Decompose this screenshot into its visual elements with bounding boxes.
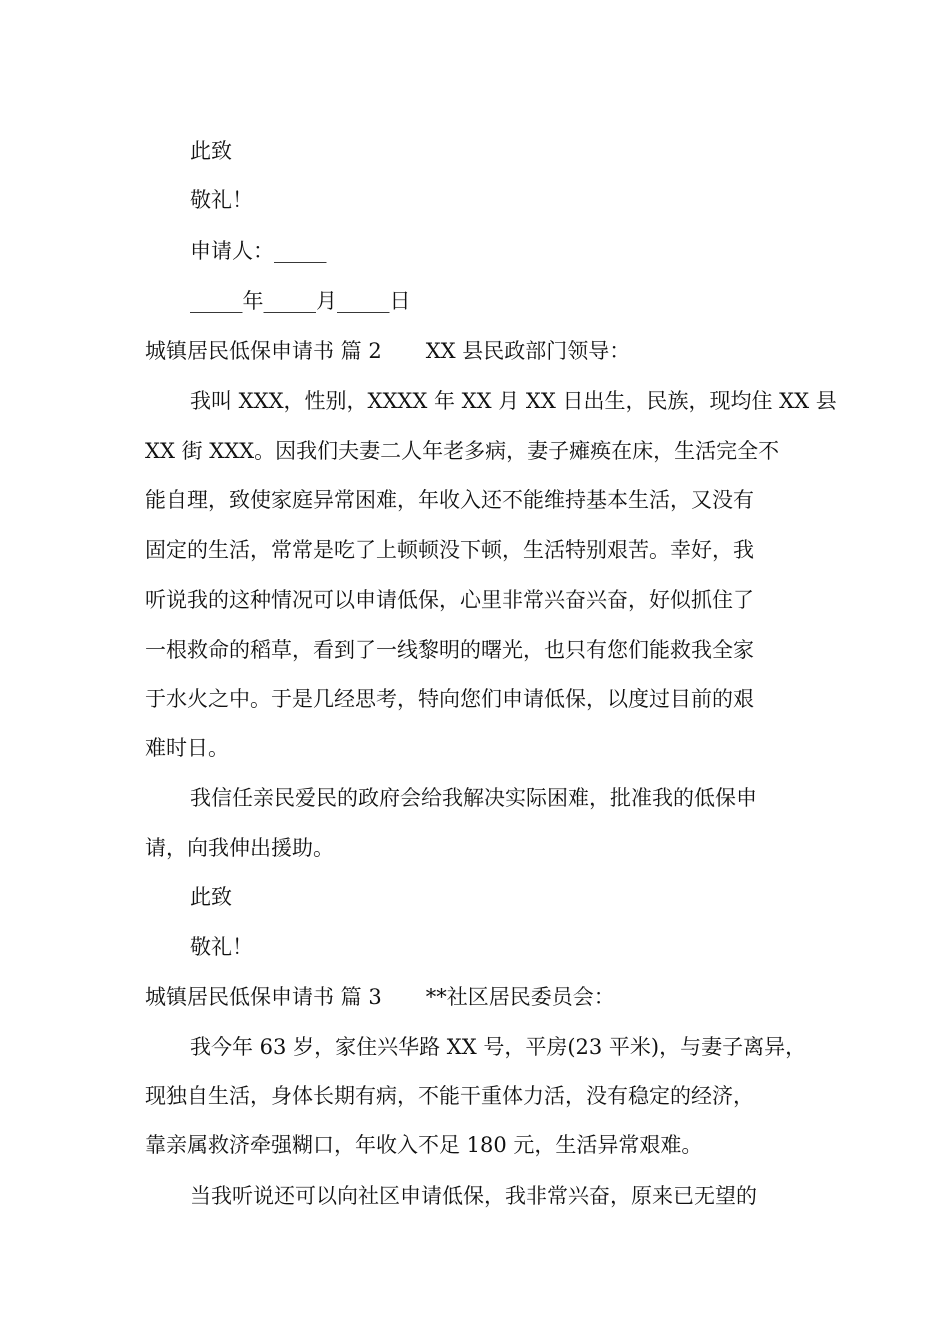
s2-p1-line: XX 街 XXX。因我们夫妻二人年老多病，妻子瘫痪在床，生活完全不 [145,439,780,463]
s2-p1-line: 难时日。 [145,736,229,760]
s3-p1-line: 现独自生活，身体长期有病，不能干重体力活，没有稳定的经济， [145,1084,754,1108]
s2-p2-line: 我信任亲民爱民的政府会给我解决实际困难，批准我的低保申 [190,786,757,810]
section-2-heading [145,336,630,366]
section-2-title: 城镇居民低保申请书 篇 2 [145,339,382,363]
applicant-line: 申请人：_____ [190,239,327,263]
s2-p1-line: 我叫 XXX，性别，XXXX 年 XX 月 XX 日出生，民族，现均住 XX 县 [190,389,837,413]
section-2-salute: 此致 [190,885,232,909]
section-2-addressee: XX 县民政部门领导： [425,339,631,363]
s2-p1-line: 一根救命的稻草，看到了一线黎明的曙光，也只有您们能救我全家 [145,638,754,662]
section-3-title: 城镇居民低保申请书 篇 3 [145,985,382,1009]
closing-respect: 敬礼！ [190,188,253,212]
date-line: _____年_____月_____日 [190,289,411,313]
closing-salute: 此致 [190,139,232,163]
s2-p2-line: 请，向我伸出援助。 [145,836,334,860]
s3-p2-line: 当我听说还可以向社区申请低保，我非常兴奋，原来已无望的 [190,1184,757,1208]
s3-p1-line: 靠亲属救济牵强糊口，年收入不足 180 元，生活异常艰难。 [145,1133,703,1157]
s2-p1-line: 能自理，致使家庭异常困难，年收入还不能维持基本生活，又没有 [145,488,754,512]
s2-p1-line: 于水火之中。于是几经思考，特向您们申请低保，以度过目前的艰 [145,687,754,711]
s3-p1-line: 我今年 63 岁，家住兴华路 XX 号，平房(23 平米)，与妻子离异， [190,1035,807,1059]
s2-p1-line: 听说我的这种情况可以申请低保，心里非常兴奋兴奋，好似抓住了 [145,588,754,612]
s2-p1-line: 固定的生活，常常是吃了上顿顿没下顿，生活特别艰苦。幸好，我 [145,538,754,562]
section-3-addressee: **社区居民委员会： [425,985,615,1009]
section-2-respect: 敬礼！ [190,935,253,959]
section-3-heading [145,982,615,1012]
